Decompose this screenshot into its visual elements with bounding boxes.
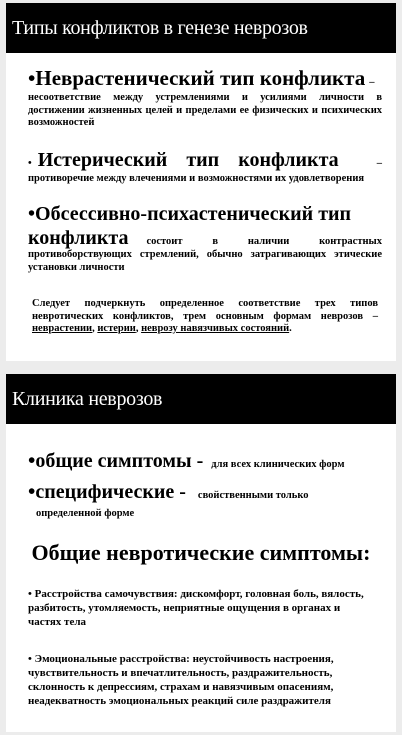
- slide-title: Клиника неврозов: [12, 387, 163, 410]
- slide-conflict-types: [6, 3, 396, 361]
- bullet-dot: •: [28, 479, 36, 503]
- list-item-text: Эмоциональные расстройства: неустойчивость настроения, чувствительность и впечатлительность, раздражительность, склонность к депрессиям, страхам и навязчивым опасениям, неадекватность эмоциональных реакций силе раздражителя: [28, 653, 334, 707]
- link-obsessive-neurosis[interactable]: неврозу навязчивых состояний: [141, 323, 290, 334]
- bullet-heading: Неврастенический тип конфликта: [35, 66, 366, 90]
- bullet-general-symptoms: [28, 449, 382, 472]
- bullet-neurasthenic: [28, 67, 382, 130]
- bullet-dash: –: [369, 77, 375, 88]
- slide-title: Типы конфликтов в генезе неврозов: [12, 16, 308, 39]
- bullet-specific-symptoms: [28, 480, 382, 521]
- bullet-heading-line1: Обсессивно-психастенический тип: [35, 203, 352, 225]
- slide-title-bar: [6, 374, 396, 424]
- note-separator: ,: [135, 323, 142, 334]
- bullet-dot: •: [28, 653, 32, 665]
- bullet-dot: •: [28, 203, 36, 225]
- bullet-text: противоречие между влечениями и возможностями их удовлетворения: [28, 173, 365, 184]
- bullet-dot: •: [28, 158, 32, 169]
- note-end: .: [289, 323, 292, 334]
- bullet-dot: •: [28, 66, 36, 90]
- symptom-list-item: [28, 587, 370, 629]
- link-hysteria[interactable]: истерии: [97, 323, 136, 334]
- bullet-dot: •: [28, 588, 32, 600]
- note-text: Следует подчеркнуть определенное соответствие трех типов невротических конфликтов, трем основным формам неврозов –: [32, 298, 378, 322]
- slide-title-bar: [6, 3, 396, 53]
- note-separator: ,: [92, 323, 98, 334]
- bullet-heading: общие симптомы -: [35, 450, 204, 472]
- bullet-text: определенной форме: [36, 508, 135, 519]
- bullet-heading: специфические -: [35, 481, 186, 503]
- list-item-text: Расстройства самочувствия: дискомфорт, головная боль, вялость, разбитость, утомляемость, неприятные ощущения в органах и частях тела: [28, 588, 364, 628]
- bullet-dash: –: [376, 158, 382, 169]
- bullet-text: противоборствующих стремлений, обычно затрагивающих этические установки личности: [28, 249, 382, 273]
- bullet-hysterical: [28, 149, 382, 186]
- bullet-obsessive: [28, 203, 382, 274]
- section-heading: Общие невротические симптомы:: [31, 540, 371, 565]
- slide-neurosis-clinic: [6, 374, 396, 732]
- bullet-text-inline: свойственными только: [197, 490, 309, 501]
- bullet-text-inline: состоит в наличии контрастных: [146, 236, 382, 247]
- bullet-heading: Истерический тип конфликта: [37, 149, 339, 171]
- bullet-text: для всех клинических форм: [211, 459, 345, 470]
- bullet-text: несоответствие между устремлениями и усилиями личности в достижении жизненных целей и пределами ее физических и психических возможностей: [28, 92, 382, 128]
- summary-note: [32, 298, 378, 336]
- bullet-dot: •: [28, 448, 36, 472]
- bullet-heading-line2: конфликта: [28, 227, 129, 249]
- link-neurasthenia[interactable]: неврастении: [32, 323, 93, 334]
- symptom-list-item: [28, 652, 370, 708]
